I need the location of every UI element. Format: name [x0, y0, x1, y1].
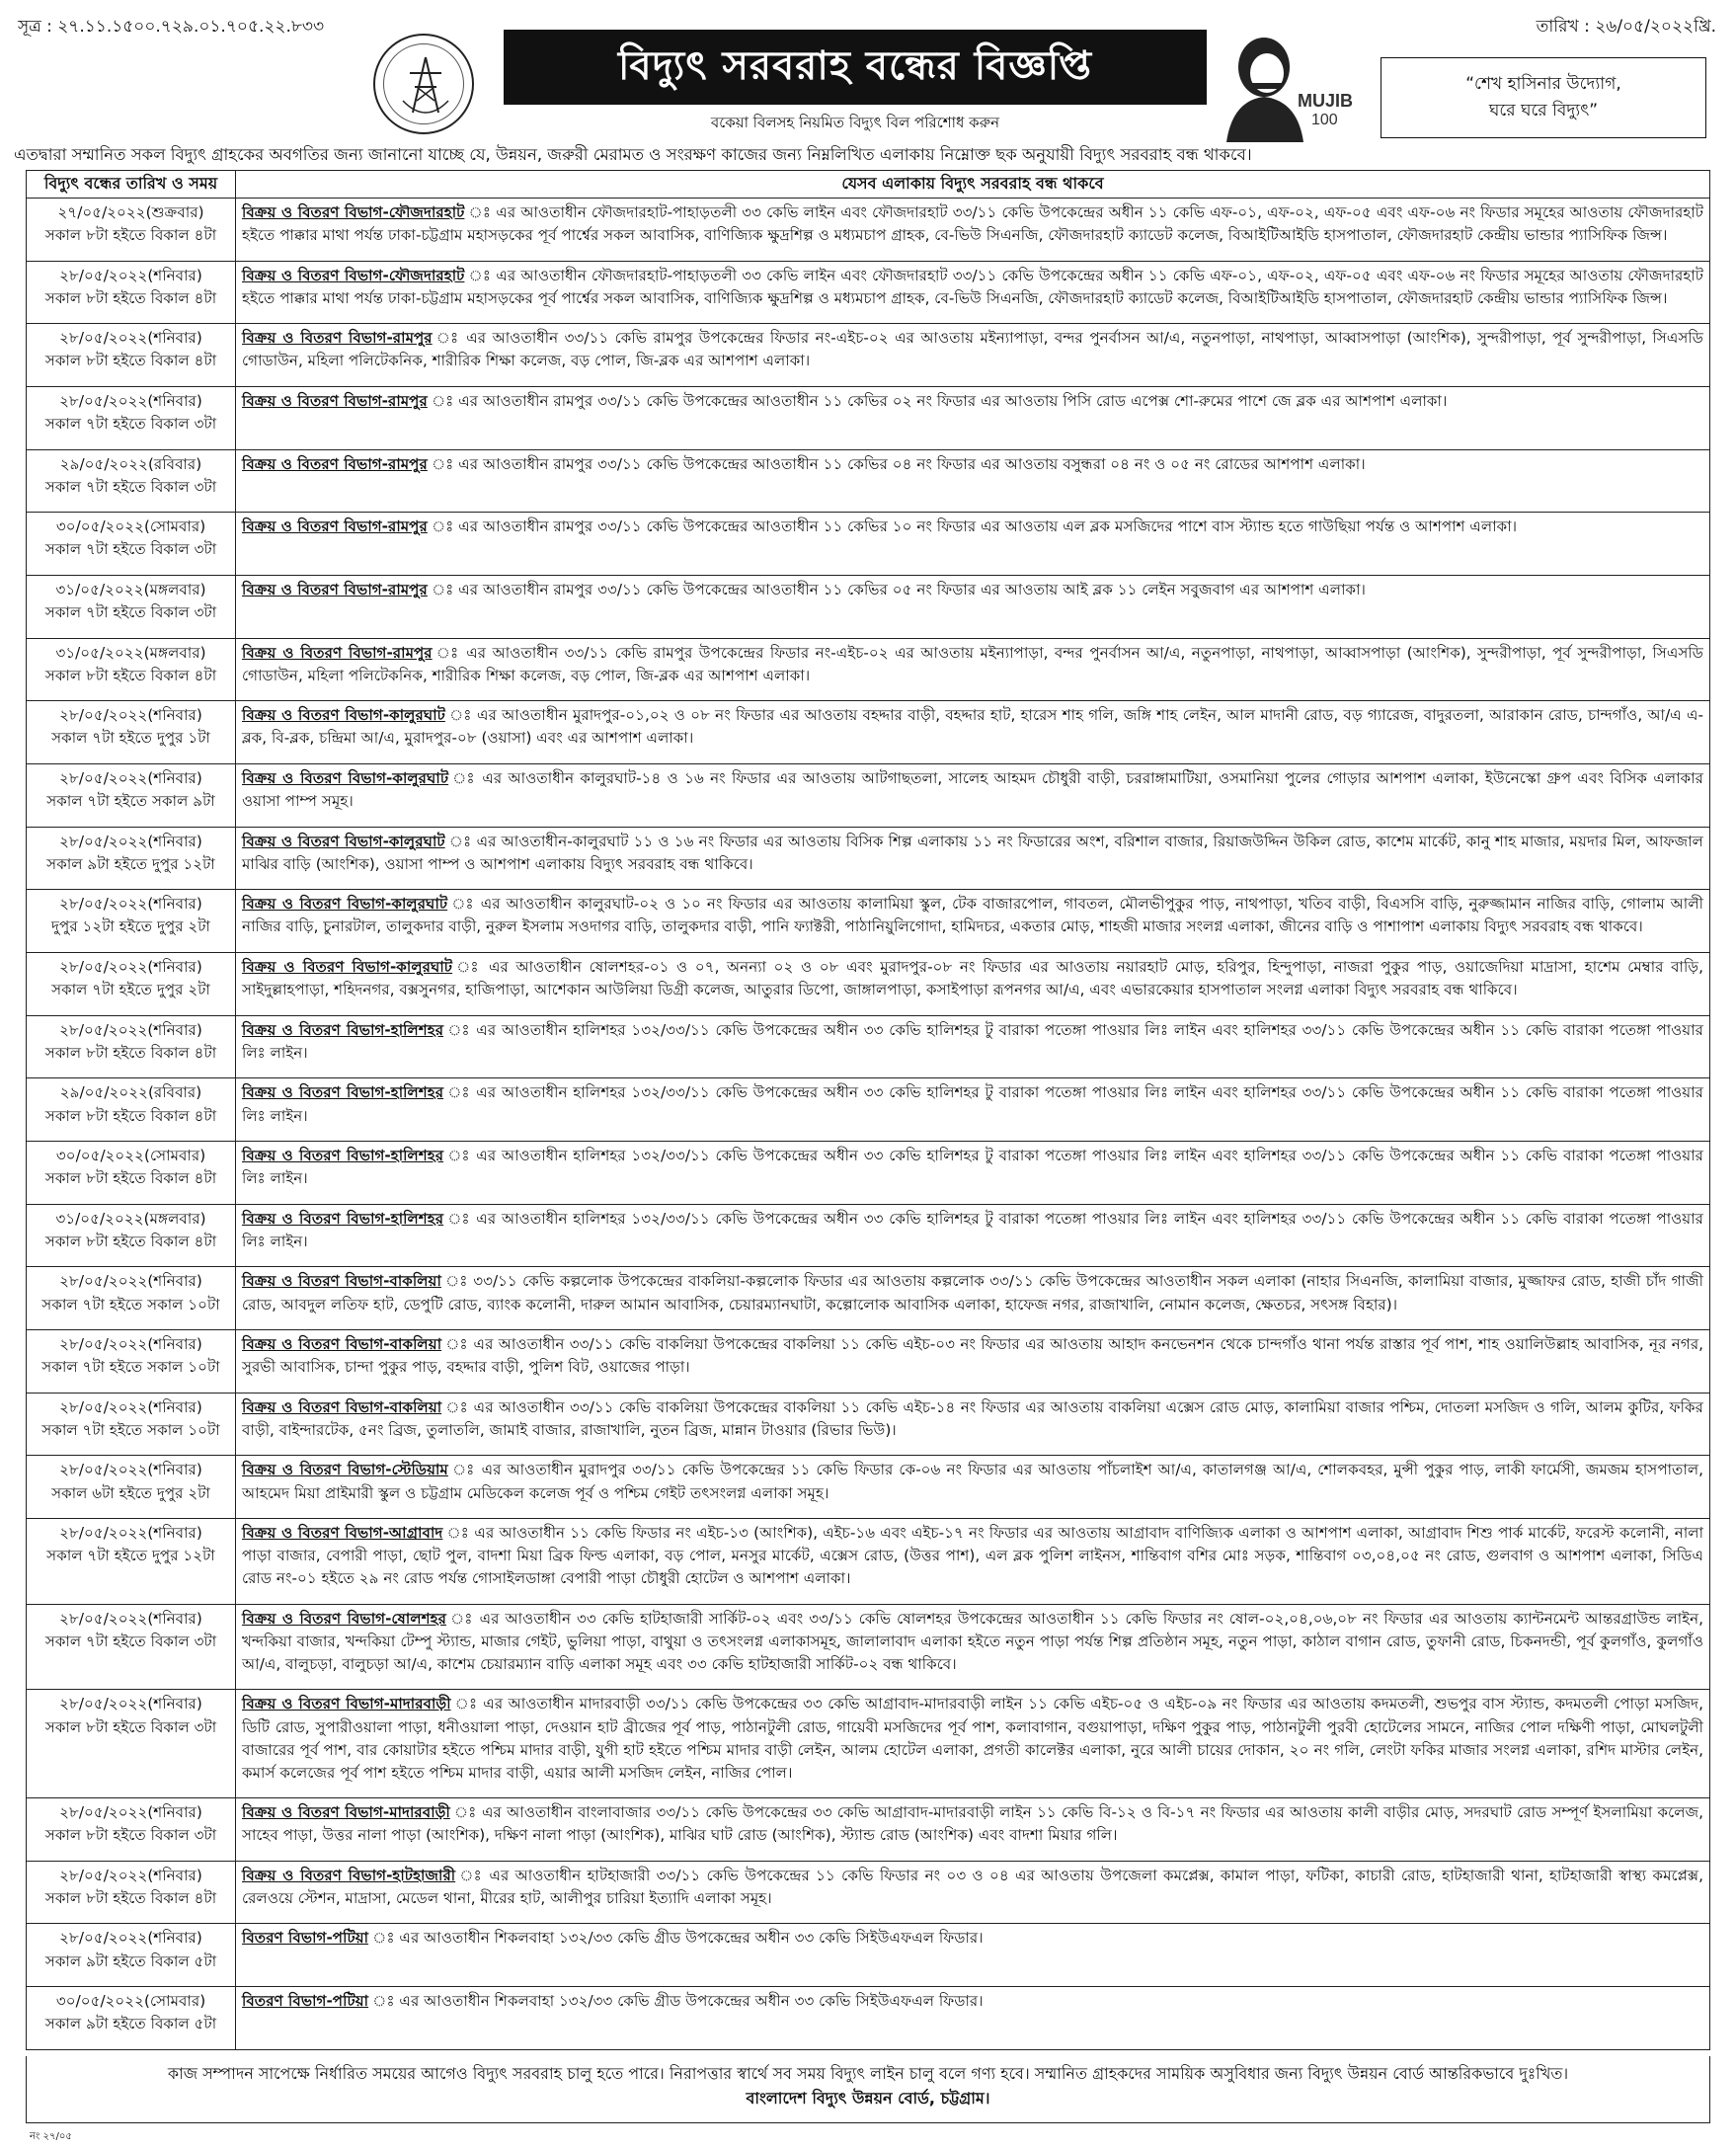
row-description: ঃ এর আওতাধীন কালুরঘাট-১৪ ও ১৬ নং ফিডার এর আওতায় আটগাছতলা, সালেহ আহমদ চৌধুরী বাড়ী, চররাঙ্গামাটিয়া, ওসমানিয়া পুলের গোড়ার আশপাশ এলাকা, ইউনেস্কো গ্রুপ এবং বিসিক এলাকার ওয়াসা পাম্প সমূহ।	[242, 769, 1703, 811]
row-description: ঃ এর আওতাধীন ৩৩/১১ কেভি বাকলিয়া উপকেন্দ্রের বাকলিয়া ১১ কেভি এইচ-১৪ নং ফিডার এর আওতায় বাকলিয়া এক্সেস রোড মোড়, কালামিয়া বাজার পশ্চিম, দোতলা মসজিদ ও গলি, আলম কুটির, ফকির বাড়ী, বাইন্দারটেক, ৫নং ব্রিজ, তুলাতলি, জামাই বাজার, রাজাখালি, নুতন ব্রিজ, মান্নান টাওয়ার (রিভার ভিউ)।	[242, 1397, 1703, 1439]
row-description: ঃ এর আওতাধীন ১১ কেভি ফিডার নং এইচ-১৩ (আংশিক), এইচ-১৬ এবং এইচ-১৭ নং ফিডার এর আওতায় আগ্রাবাদ বাণিজ্যিক এলাকা ও আশপাশ এলাকা, আগ্রাবাদ শিশু পার্ক মার্কেট, ফরেস্ট কলোনী, নালা পাড়া বাজার, বেপারী পাড়া, ছোট পুল, বাদশা মিয়া ব্রিক ফিল্ড এলাকা, বড় পোল, মনসুর মার্কেট, এক্সেস রোড, (উত্তর পাশ), এল ব্লক পুলিশ লাইনস, শান্তিবাগ বশির মোঃ সড়ক, শান্তিবাগ ০৩,০৪,০৫ নং রোড, গুলবাগ ও আশপাশ এলাকা, সিডিএ রোড নং-০১ হইতে ২৯ নং রোড পর্যন্ত গোসাইলডাঙ্গা বেপারী পাড়া চৌধুরী হোটেল ও আশপাশ এলাকা।	[242, 1524, 1704, 1588]
row-description: ঃ এর আওতাধীন কালুরঘাট-০২ ও ১০ নং ফিডার এর আওতায় কালামিয়া স্কুল, টেক বাজারপোল, গাবতল, মৌলভীপুকুর পাড়, নাথপাড়া, খতিব বাড়ী, বিএসসি বাড়ি, নুরুজ্জামান নাজির বাড়ি, গোলাম আলী নাজির বাড়ি, চুনারটাল, তালুকদার বাড়ী, নুরুল ইসলাম সওদাগর বাড়ি, তালুকদার বাড়ী, পানি ফ্যাক্টরী, পাঠানিয়ুলিগোদা, হামিদচর, একতার মোড়, শাহজী মাজার সংলগ্ন এলাকা, জীনের বাড়ি ও পাশাপাশ এলাকায় বিদ্যুৎ সরবরাহ বন্ধ থাকবে।	[242, 895, 1703, 936]
row-division: বিক্রয় ও বিতরণ বিভাগ-বাকলিয়া	[242, 1397, 442, 1416]
row-areas	[236, 1142, 1710, 1205]
table-row	[27, 199, 1710, 262]
row-description: ঃ ৩৩/১১ কেভি কল্পলোক উপকেন্দ্রের বাকলিয়া-কল্পলোক ফিডার এর আওতায় কল্পলোক ৩৩/১১ কেভি উপকেন্দ্রের আওতাধীন সকল এলাকা (নাহার সিএনজি, কালামিয়া বাজার, মুজ্জাফর রোড, হাজী চাঁদ গাজী রোড, আবদুল লতিফ হাট, ডেপুটি রোড, ব্যাংক কলোনী, দারুল আমান আবাসিক, চেয়ারম্যানঘাটা, কল্পোলোক আবাসিক এলাকা, হাফেজ নগর, রাজাখালি, নোমান কলেজ, ক্ষেতচর, সৎসঙ্গ বিহার)।	[242, 1272, 1703, 1314]
table-row	[27, 1861, 1710, 1924]
row-areas	[236, 890, 1710, 953]
row-description: ঃ এর আওতাধীন রামপুর ৩৩/১১ কেভি উপকেন্দ্রের আওতাধীন ১১ কেভির ১০ নং ফিডার এর আওতায় এল ব্লক মসজিদের পাশে বাস স্ট্যান্ড হতে গাউছিয়া পর্যন্ত ও আশপাশ এলাকা।	[427, 518, 1518, 536]
row-division: বিক্রয় ও বিতরণ বিভাগ-ফৌজদারহাট	[242, 266, 465, 284]
bpdb-logo	[373, 34, 474, 134]
row-date-time	[27, 1393, 236, 1456]
row-date-time	[27, 638, 236, 701]
row-date: ২৮/০৫/২০২২(শনিবার)	[59, 1803, 202, 1822]
row-areas	[236, 1393, 1710, 1456]
row-date-time	[27, 513, 236, 576]
svg-text:MUJIB: MUJIB	[1298, 91, 1354, 111]
row-date: ২৯/০৫/২০২২(রবিবার)	[59, 1083, 202, 1102]
table-row	[27, 1142, 1710, 1205]
row-areas	[236, 199, 1710, 262]
row-date-time	[27, 827, 236, 890]
row-time: সকাল ৭টা হইতে সকাল ১০টা	[41, 1295, 220, 1314]
row-division: বিক্রয় ও বিতরণ বিভাগ-রামপুর	[242, 454, 428, 473]
row-division: বিক্রয় ও বিতরণ বিভাগ-রামপুর	[242, 392, 428, 411]
row-areas	[236, 1798, 1710, 1862]
row-date: ৩১/০৫/২০২২(মঙ্গলবার)	[55, 1209, 206, 1228]
row-areas	[236, 387, 1710, 450]
table-row	[27, 1393, 1710, 1456]
row-time: সকাল ৮টা হইতে বিকাল ৪টা	[44, 226, 217, 245]
row-time: সকাল ৮টা হইতে বিকাল ৩টা	[44, 1717, 217, 1736]
row-date: ২৮/০৫/২০২২(শনিবার)	[59, 1020, 202, 1039]
table-row	[27, 1690, 1710, 1798]
row-date: ২৮/০৫/২০২২(শনিবার)	[59, 1272, 202, 1291]
row-date: ৩০/০৫/২০২২(সোমবার)	[55, 1147, 206, 1165]
row-time: সকাল ৮টা হইতে বিকাল ৪টা	[44, 1232, 217, 1250]
row-time: দুপুর ১২টা হইতে দুপুর ২টা	[51, 917, 210, 936]
row-date: ২৮/০৫/২০২২(শনিবার)	[59, 392, 202, 411]
row-time: সকাল ৮টা হইতে বিকাল ৪টা	[44, 288, 217, 307]
row-description: ঃ এর আওতাধীন ৩৩/১১ কেভি রামপুর উপকেন্দ্রের ফিডার নং-এইচ-০২ এর আওতায় মইন্যাপাড়া, বন্দর পুনর্বাসন আ/এ, নতুনপাড়া, নাথপাড়া, আব্বাসপাড়া (আংশিক), সুন্দরীপাড়া, পূর্ব সুন্দরীপাড়া, সিএসডি গোডাউন, মহিলা পলিটেকনিক, শারীরিক শিক্ষা কলেজ, বড় পোল, জি-ব্লক এর আশপাশ এলাকা।	[242, 329, 1703, 370]
row-description: ঃ এর আওতাধীন মাদারবাড়ী ৩৩/১১ কেভি উপকেন্দ্রের ৩৩ কেভি আগ্রাবাদ-মাদারবাড়ী লাইন ১১ কেভি এইচ-০৫ ও এইচ-০৯ নং ফিডার এর আওতায় কদমতলী, শুভপুর বাস স্ট্যান্ড, কদমতলী পোড়া মসজিদ, ডিটি রোড, সুপারীওয়ালা পাড়া, ধনীওয়ালা পাড়া, দেওয়ান হাট ব্রীজের পূর্ব পাড়, পাঠানটুলী রোড, গায়েবী মসজিদের পূর্ব পাশ, কলাবাগান, বগুয়াপাড়া, দক্ষিণ পুকুর পাড়, পাঠানটুলী পুরবী হোটেলের সামনে, নাজির পোল দক্ষিণী পাড়া, মোঘলটুলী বাজারের পূর্ব পাশ, বার কোয়াটার হইতে পশ্চিম মাদার বাড়ী, যুগী হাট হইতে পশ্চিম মাদার বাড়ী লেইন, আলম হোটেল এলাকা, প্রগতী কালেক্টর এলাকা, নুরে আলী চায়ের দোকান, ২০ নং গলি, লেংটা ফকির মাজার সংলগ্ন এলাকা, রশিদ মাস্টার লেইন, কমার্স কলেজের পূর্ব পাশ হইতে পশ্চিম মাদার বাড়ী, এয়ার আলী মসজিদ লেইন, নাজির পোল।	[242, 1695, 1703, 1782]
row-time: সকাল ৯টা হইতে বিকাল ৫টা	[44, 2015, 217, 2033]
row-date-time	[27, 1015, 236, 1078]
row-time: সকাল ৬টা হইতে দুপুর ২টা	[51, 1483, 210, 1502]
row-time: সকাল ৭টা হইতে সকাল ১০টা	[41, 1420, 220, 1439]
row-division: বিক্রয় ও বিতরণ বিভাগ-স্টেডিয়াম	[242, 1461, 448, 1479]
schedule-table	[26, 170, 1710, 2050]
row-date-time	[27, 1078, 236, 1142]
row-division: বিক্রয় ও বিতরণ বিভাগ-বাকলিয়া	[242, 1335, 442, 1354]
row-description: ঃ এর আওতাধীন শিকলবাহা ১৩২/৩৩ কেভি গ্রীড উপকেন্দ্রের অধীন ৩৩ কেভি সিইউএফএল ফিডার।	[368, 1992, 984, 2011]
table-row	[27, 701, 1710, 764]
row-description: ঃ এর আওতাধীন ষোলশহর-০১ ও ০৭, অনন্যা ০২ ও ০৮ এবং মুরাদপুর-০৮ নং ফিডার এর আওতায় নয়ারহাট মোড়, হরিপুর, হিন্দুপাড়া, নাজরা পুকুর পাড়, ওয়াজেদিয়া মাদ্রাসা, হাশেম মেম্বার বাড়ি, সাইদুল্লাহপাড়া, শহিদনগর, বক্সসুনগর, হাজিপাড়া, আশেকান আউলিয়া ডিগ্রী কলেজ, আতুরার ডিপো, জাঙ্গালপাড়া, কসাইপাড়া রূপনগর আ/এ, এবং এভারকেয়ার হাসপাতাল সংলগ্ন এলাকা বিদ্যুৎ সরবরাহ বন্ধ থাকিবে।	[242, 958, 1703, 999]
row-areas	[236, 1604, 1710, 1690]
row-areas	[236, 1690, 1710, 1798]
row-areas	[236, 638, 1710, 701]
row-areas	[236, 1015, 1710, 1078]
table-row	[27, 1204, 1710, 1267]
row-division: বিক্রয় ও বিতরণ বিভাগ-কালুরঘাট	[242, 832, 445, 850]
row-areas	[236, 1987, 1710, 2050]
notice-subtitle: বকেয়া বিলসহ নিয়মিত বিদ্যুৎ বিল পরিশোধ করুন	[710, 114, 1000, 131]
row-areas	[236, 1078, 1710, 1142]
row-date-time	[27, 1987, 236, 2050]
table-row	[27, 1078, 1710, 1142]
row-date: ৩০/০৫/২০২২(সোমবার)	[55, 1992, 206, 2011]
table-row	[27, 638, 1710, 701]
row-date: ২৮/০৫/২০২২(শনিবার)	[59, 1335, 202, 1354]
row-date-time	[27, 701, 236, 764]
row-time: সকাল ৭টা হইতে সকাল ৯টা	[46, 792, 215, 811]
row-date: ২৮/০৫/২০২২(শনিবার)	[59, 1397, 202, 1416]
row-time: সকাল ৭টা হইতে সকাল ১০টা	[41, 1358, 220, 1377]
table-row	[27, 1519, 1710, 1605]
table-row	[27, 953, 1710, 1016]
row-date: ২৮/০৫/২০২২(শনিবার)	[59, 1524, 202, 1543]
table-row	[27, 1456, 1710, 1519]
row-date-time	[27, 1690, 236, 1798]
row-areas	[236, 513, 1710, 576]
row-date-time	[27, 1204, 236, 1267]
notice-title: বিদ্যুৎ সরবরাহ বন্ধের বিজ্ঞপ্তি	[504, 30, 1207, 105]
table-row	[27, 261, 1710, 324]
table-row	[27, 890, 1710, 953]
row-time: সকাল ৯টা হইতে দুপুর ১২টা	[46, 854, 215, 873]
row-date-time	[27, 1861, 236, 1924]
row-division: বিক্রয় ও বিতরণ বিভাগ-মাদারবাড়ী	[242, 1803, 450, 1822]
row-time: সকাল ৮টা হইতে বিকাল ৩টা	[44, 1826, 217, 1845]
row-description: ঃ এর আওতাধীন হালিশহর ১৩২/৩৩/১১ কেভি উপকেন্দ্রের অধীন ৩৩ কেভি হালিশহর টু বারাকা পতেঙ্গা পাওয়ার লিঃ লাইন এবং হালিশহর ৩৩/১১ কেভি উপকেন্দ্রের অধীন ১১ কেভি বারাকা পতেঙ্গা পাওয়ার লিঃ লাইন।	[242, 1020, 1704, 1062]
row-description: ঃ এর আওতাধীন মুরাদপুর ৩৩/১১ কেভি উপকেন্দ্রের ১১ কেভি ফিডার কে-০৬ নং ফিডার এর আওতায় পাঁচলাইশ আ/এ, কাতালগঞ্জ আ/এ, শোলকবহর, মুন্সী পুকুর পাড়, লাকী ফার্মেসী, জমজম হাসপাতাল, আহমেদ মিয়া প্রাইমারী স্কুল ও চট্টগ্রাম মেডিকেল কলেজ পূর্ব ও পশ্চিম গেইট তৎসংলগ্ন এলাকা সমূহ।	[242, 1461, 1703, 1502]
row-division: বিক্রয় ও বিতরণ বিভাগ-মাদারবাড়ী	[242, 1695, 451, 1713]
footer	[26, 2056, 1710, 2123]
row-time: সকাল ৭টা হইতে দুপুর ১২টা	[46, 1547, 215, 1565]
row-date: ২৮/০৫/২০২২(শনিবার)	[59, 958, 202, 977]
row-division: বিক্রয় ও বিতরণ বিভাগ-কালুরঘাট	[242, 706, 445, 725]
row-division: বিক্রয় ও বিতরণ বিভাগ-রামপুর	[242, 518, 428, 536]
row-date-time	[27, 1604, 236, 1690]
table-row	[27, 1604, 1710, 1690]
footer-organization: বাংলাদেশ বিদ্যুৎ উন্নয়ন বোর্ড, চট্টগ্রাম।	[746, 2088, 990, 2108]
row-description: ঃ এর আওতাধীন হালিশহর ১৩২/৩৩/১১ কেভি উপকেন্দ্রের অধীন ৩৩ কেভি হালিশহর টু বারাকা পতেঙ্গা পাওয়ার লিঃ লাইন এবং হালিশহর ৩৩/১১ কেভি উপকেন্দ্রের অধীন ১১ কেভি বারাকা পতেঙ্গা পাওয়ার লিঃ লাইন।	[242, 1083, 1704, 1125]
row-time: সকাল ৭টা হইতে বিকাল ৩টা	[44, 1632, 217, 1650]
row-areas	[236, 1330, 1710, 1394]
row-date: ২৮/০৫/২০২২(শনিবার)	[59, 895, 202, 914]
row-description: ঃ এর আওতাধীন ফৌজদারহাট-পাহাড়তলী ৩৩ কেভি লাইন এবং ফৌজদারহাট ৩৩/১১ কেভি উপকেন্দ্রের অধীন ১১ কেভি এফ-০১, এফ-০২, এফ-০৫ এবং এফ-০৬ নং ফিডার সমূহের আওতায় ফৌজদারহাট হইতে পাক্কার মাথা পর্যন্ত ঢাকা-চট্টগ্রাম মহাসড়কের পূর্ব পার্শ্বের সকল আবাসিক, বাণিজ্যিক ক্ষুদ্রশিল্প ও মধ্যমচাপ গ্রাহক, বে-ভিউ সিএনজি, ফৌজদারহাট ক্যাডেট কলেজ, বিআইটিআইডি হাসপাতাল, ফৌজদারহাট কেন্দ্রীয় ভান্ডার প্যাসিফিক জিন্স।	[242, 203, 1703, 245]
row-division: বিক্রয় ও বিতরণ বিভাগ-কালুরঘাট	[242, 895, 448, 914]
row-areas	[236, 576, 1710, 639]
row-date-time	[27, 1456, 236, 1519]
row-time: সকাল ৮টা হইতে বিকাল ৪টা	[44, 666, 217, 684]
row-date: ২৮/০৫/২০২২(শনিবার)	[59, 329, 202, 348]
row-date-time	[27, 1798, 236, 1862]
row-date: ২৮/০৫/২০২২(শনিবার)	[59, 1695, 202, 1713]
row-division: বিক্রয় ও বিতরণ বিভাগ-হালিশহর	[242, 1209, 444, 1228]
row-division: বিক্রয় ও বিতরণ বিভাগ-কালুরঘাট	[242, 958, 453, 977]
row-date: ২৮/০৫/২০২২(শনিবার)	[59, 1929, 202, 1948]
table-row	[27, 1924, 1710, 1987]
row-division: বিক্রয় ও বিতরণ বিভাগ-আগ্রাবাদ	[242, 1524, 443, 1543]
portrait-icon	[1213, 28, 1359, 142]
row-date-time	[27, 387, 236, 450]
row-division: বিক্রয় ও বিতরণ বিভাগ-হালিশহর	[242, 1020, 444, 1039]
row-date: ২৯/০৫/২০২২(রবিবার)	[59, 454, 202, 473]
row-date-time	[27, 1519, 236, 1605]
row-areas	[236, 449, 1710, 513]
row-time: সকাল ৮টা হইতে বিকাল ৪টা	[44, 1106, 217, 1125]
row-date: ২৮/০৫/২০২২(শনিবার)	[59, 832, 202, 850]
row-date: ২৮/০৫/২০২২(শনিবার)	[59, 769, 202, 788]
row-date-time	[27, 953, 236, 1016]
row-description: ঃ এর আওতাধীন হাটহাজারী ৩৩/১১ কেভি উপকেন্দ্রের ১১ কেভি ফিডার নং ০৩ ও ০৪ এর আওতায় উপজেলা কমপ্লেক্স, কামাল পাড়া, ফটিকা, কাচারী রোড, হাটহাজারী থানা, হাটহাজারী স্বাস্থ্য কমপ্লেক্স, রেলওয়ে স্টেশন, মাদ্রাসা, মেডেল থানা, মীরের হাট, আলীপুর চারিয়া ইত্যাদি এলাকা সমূহ।	[242, 1866, 1703, 1907]
intro-text: এতদ্বারা সম্মানিত সকল বিদ্যুৎ গ্রাহকের অবগতির জন্য জানানো যাচ্ছে যে, উন্নয়ন, জরুরী মেরামত ও সংরক্ষণ কাজের জন্য নিম্নলিখিত এলাকায় নিম্নোক্ত ছক অনুযায়ী বিদ্যুৎ সরবরাহ বন্ধ থাকবে।	[14, 145, 1252, 164]
table-row	[27, 1267, 1710, 1330]
row-date-time	[27, 764, 236, 828]
row-description: ঃ এর আওতাধীন রামপুর ৩৩/১১ কেভি উপকেন্দ্রের আওতাধীন ১১ কেভির ০৪ নং ফিডার এর আওতায় বসুন্ধরা ০৪ নং ও ০৫ নং রোডের আশপাশ এলাকা।	[427, 454, 1366, 473]
svg-text:100: 100	[1311, 112, 1338, 128]
slogan-line1: “শেখ হাসিনার উদ্যোগ,	[1465, 73, 1621, 94]
row-date: ৩১/০৫/২০২২(মঙ্গলবার)	[55, 643, 206, 662]
col-header-date-time: বিদ্যুৎ বন্ধের তারিখ ও সময়	[27, 171, 236, 199]
table-row	[27, 1330, 1710, 1394]
row-description: ঃ এর আওতাধীন মুরাদপুর-০১,০২ ও ০৮ নং ফিডার এর আওতায় বহদ্দার বাড়ী, বহদ্দার হাট, হারেস শাহ গলি, জঙ্গি শাহ লেইন, আল মাদানী রোড, বড় গ্যারেজ, বাদুরতলা, আরাকান রোড, চান্দগাঁও, আ/এ এ-ব্লক, বি-ব্লক, চন্দ্রিমা আ/এ, মুরাদপুর-০৮ (ওয়াসা) এবং এর আশপাশ এলাকা।	[242, 706, 1703, 748]
mujib100-logo	[1213, 28, 1359, 142]
row-date: ৩১/০৫/২০২২(মঙ্গলবার)	[55, 581, 206, 599]
row-description: ঃ এর আওতাধীন-কালুরঘাট ১১ ও ১৬ নং ফিডার এর আওতায় বিসিক শিল্প এলাকায় ১১ নং ফিডারের অংশ, বরিশাল বাজার, রিয়াজউদ্দিন উকিল রোড, কাশেম মার্কেট, কানু শাহ মাজার, ময়দার মিল, আফজাল মাঝির বাড়ি (আংশিক), ওয়াসা পাম্প ও আশপাশ এলাকায় বিদ্যুৎ সরবরাহ বন্ধ থাকিবে।	[242, 832, 1703, 873]
notice-date: তারিখ : ২৬/০৫/২০২২খ্রি.	[1536, 17, 1716, 37]
row-time: সকাল ৯টা হইতে বিকাল ৫টা	[44, 1951, 217, 1970]
row-time: সকাল ৭টা হইতে দুপুর ২টা	[51, 981, 210, 999]
row-division: বিক্রয় ও বিতরণ বিভাগ-ফৌজদারহাট	[242, 203, 465, 221]
reference-number: সূত্র : ২৭.১১.১৫০০.৭২৯.০১.৭০৫.২২.৮৩৩	[18, 17, 325, 37]
row-description: ঃ এর আওতাধীন ৩৩/১১ কেভি রামপুর উপকেন্দ্রের ফিডার নং-এইচ-০২ এর আওতায় মইন্যাপাড়া, বন্দর পুনর্বাসন আ/এ, নতুনপাড়া, নাথপাড়া, আব্বাসপাড়া (আংশিক), সুন্দরীপাড়া, পূর্ব সুন্দরীপাড়া, সিএসডি গোডাউন, মহিলা পলিটেকনিক, শারীরিক শিক্ষা কলেজ, বড় পোল, জি-ব্লক এর আশপাশ এলাকা।	[242, 643, 1703, 684]
row-time: সকাল ৮টা হইতে বিকাল ৪টা	[44, 352, 217, 370]
row-date: ২৭/০৫/২০২২(শুক্রবার)	[57, 203, 204, 221]
row-description: ঃ এর আওতাধীন হালিশহর ১৩২/৩৩/১১ কেভি উপকেন্দ্রের অধীন ৩৩ কেভি হালিশহর টু বারাকা পতেঙ্গা পাওয়ার লিঃ লাইন এবং হালিশহর ৩৩/১১ কেভি উপকেন্দ্রের অধীন ১১ কেভি বারাকা পতেঙ্গা পাওয়ার লিঃ লাইন।	[242, 1209, 1704, 1250]
row-areas	[236, 1519, 1710, 1605]
row-division: বিক্রয় ও বিতরণ বিভাগ-রামপুর	[242, 329, 433, 348]
row-description: ঃ এর আওতাধীন রামপুর ৩৩/১১ কেভি উপকেন্দ্রের আওতাধীন ১১ কেভির ০২ নং ফিডার এর আওতায় পিসি রোড এপেক্স শো-রুমের পাশে জে ব্লক এর আশপাশ এলাকা।	[427, 392, 1448, 411]
slogan-box	[1381, 57, 1706, 138]
row-division: বিতরণ বিভাগ-পটিয়া	[242, 1992, 369, 2011]
row-date-time	[27, 199, 236, 262]
row-time: সকাল ৮টা হইতে বিকাল ৪টা	[44, 1169, 217, 1188]
row-areas	[236, 764, 1710, 828]
slogan-line2: ঘরে ঘরে বিদ্যুৎ”	[1488, 101, 1599, 120]
row-time: সকাল ৭টা হইতে দুপুর ১টা	[51, 729, 210, 748]
row-date-time	[27, 1330, 236, 1394]
table-row	[27, 449, 1710, 513]
table-row	[27, 576, 1710, 639]
row-division: বিক্রয় ও বিতরণ বিভাগ-হালিশহর	[242, 1147, 444, 1165]
table-row	[27, 764, 1710, 828]
row-time: সকাল ৭টা হইতে বিকাল ৩টা	[44, 415, 217, 434]
row-division: বিক্রয় ও বিতরণ বিভাগ-কালুরঘাট	[242, 769, 449, 788]
row-areas	[236, 701, 1710, 764]
table-row	[27, 827, 1710, 890]
row-time: সকাল ৭টা হইতে বিকাল ৩টা	[44, 477, 217, 496]
row-date-time	[27, 1924, 236, 1987]
table-row	[27, 1015, 1710, 1078]
row-areas	[236, 1456, 1710, 1519]
row-areas	[236, 1861, 1710, 1924]
notice-code: নং ২৭/০৫	[30, 2131, 72, 2142]
row-areas	[236, 827, 1710, 890]
table-row	[27, 324, 1710, 387]
row-division: বিক্রয় ও বিতরণ বিভাগ-রামপুর	[242, 581, 428, 599]
bpdb-logo-icon	[375, 36, 476, 136]
row-date: ৩০/০৫/২০২২(সোমবার)	[55, 518, 206, 536]
col-header-areas: যেসব এলাকায় বিদ্যুৎ সরবরাহ বন্ধ থাকবে	[236, 171, 1710, 199]
row-date: ২৮/০৫/২০২২(শনিবার)	[59, 1609, 202, 1628]
row-date: ২৮/০৫/২০২২(শনিবার)	[59, 1461, 202, 1479]
row-division: বিতরণ বিভাগ-পটিয়া	[242, 1929, 369, 1948]
row-date-time	[27, 1142, 236, 1205]
row-areas	[236, 1924, 1710, 1987]
row-time: সকাল ৮টা হইতে বিকাল ৪টা	[44, 1888, 217, 1907]
row-time: সকাল ৭টা হইতে বিকাল ৩টা	[44, 540, 217, 559]
footer-note: কাজ সম্পাদন সাপেক্ষে নির্ধারিত সময়ের আগেও বিদ্যুৎ সরবরাহ চালু হতে পারে। নিরাপত্তার স্বার্থে সব সময় বিদ্যুৎ লাইন চালু বলে গণ্য হবে। সম্মানিত গ্রাহকদের সাময়িক অসুবিধার জন্য বিদ্যুৎ উন্নয়ন বোর্ড আন্তরিকভাবে দুঃখিত।	[167, 2064, 1569, 2083]
row-date: ২৮/০৫/২০২২(শনিবার)	[59, 266, 202, 284]
row-division: বিক্রয় ও বিতরণ বিভাগ-রামপুর	[242, 643, 433, 662]
table-row	[27, 513, 1710, 576]
row-date-time	[27, 324, 236, 387]
row-areas	[236, 324, 1710, 387]
row-division: বিক্রয় ও বিতরণ বিভাগ-হাটহাজারী	[242, 1866, 456, 1884]
row-description: ঃ এর আওতাধীন বাংলাবাজার ৩৩/১১ কেভি উপকেন্দ্রের ৩৩ কেভি আগ্রাবাদ-মাদারবাড়ী লাইন ১১ কেভি বি-১২ ও বি-১৭ নং ফিডার এর আওতায় কালী বাড়ীর মোড়, সদরঘাট রোড সম্পূর্ণ ইসলামিয়া কলেজ, সাহেব পাড়া, উত্তর নালা পাড়া (আংশিক), দক্ষিণ নালা পাড়া (আংশিক), মাঝির ঘাট রোড (আংশিক), স্ট্যান্ড রোড (আংশিক) এবং বাদশা মিয়ার গলি।	[242, 1803, 1703, 1845]
row-description: ঃ এর আওতাধীন হালিশহর ১৩২/৩৩/১১ কেভি উপকেন্দ্রের অধীন ৩৩ কেভি হালিশহর টু বারাকা পতেঙ্গা পাওয়ার লিঃ লাইন এবং হালিশহর ৩৩/১১ কেভি উপকেন্দ্রের অধীন ১১ কেভি বারাকা পতেঙ্গা পাওয়ার লিঃ লাইন।	[242, 1147, 1704, 1188]
row-time: সকাল ৭টা হইতে বিকাল ৩টা	[44, 603, 217, 622]
row-description: ঃ এর আওতাধীন শিকলবাহা ১৩২/৩৩ কেভি গ্রীড উপকেন্দ্রের অধীন ৩৩ কেভি সিইউএফএল ফিডার।	[368, 1929, 984, 1948]
row-description: ঃ এর আওতাধীন ৩৩ কেভি হাটহাজারী সার্কিট-০২ এবং ৩৩/১১ কেভি ষোলশহর উপকেন্দ্রের আওতাধীন ১১ কেভি ফিডার নং ষোল-০২,০৪,০৬,০৮ নং ফিডার এর আওতায় ক্যান্টনমেন্ট আন্তরগ্রাউন্ড লাইন, খন্দকিয়া বাজার, খন্দকিয়া টেম্পু স্ট্যান্ড, মাজার গেইট, ভুলিয়া পাড়া, বাথুয়া ও তৎসংলগ্ন এলাকাসমূহ, জালালাবাদ এলাকা হইতে নতুন পাড়া পর্যন্ত শিল্প প্রতিষ্ঠান সমূহ, নতুন পাড়া, কাঠাল বাগান রোড, তুফানী রোড, চিকনদন্ডী, পূর্ব কুলগাঁও, কুলগাঁও আ/এ, বালুচড়া, বালুচড়া আ/এ, কাশেম চেয়ারম্যান বাড়ি এলাকা সমূহ এবং ৩৩ কেভি হাটহাজারী সার্কিট-০২ বন্ধ থাকিবে।	[242, 1609, 1703, 1673]
row-date-time	[27, 890, 236, 953]
row-areas	[236, 261, 1710, 324]
table-header-row	[27, 171, 1710, 199]
table-row	[27, 387, 1710, 450]
row-date: ২৮/০৫/২০২২(শনিবার)	[59, 706, 202, 725]
row-description: ঃ এর আওতাধীন রামপুর ৩৩/১১ কেভি উপকেন্দ্রের আওতাধীন ১১ কেভির ০৫ নং ফিডার এর আওতায় আই ব্লক ১১ লেইন সবুজবাগ এর আশপাশ এলাকা।	[427, 581, 1366, 599]
table-row	[27, 1987, 1710, 2050]
row-division: বিক্রয় ও বিতরণ বিভাগ-হালিশহর	[242, 1083, 444, 1102]
row-areas	[236, 953, 1710, 1016]
table-row	[27, 1798, 1710, 1862]
row-date-time	[27, 576, 236, 639]
row-areas	[236, 1204, 1710, 1267]
row-description: ঃ এর আওতাধীন ফৌজদারহাট-পাহাড়তলী ৩৩ কেভি লাইন এবং ফৌজদারহাট ৩৩/১১ কেভি উপকেন্দ্রের অধীন ১১ কেভি এফ-০১, এফ-০২, এফ-০৫ এবং এফ-০৬ নং ফিডার সমূহের আওতায় ফৌজদারহাট হইতে পাক্কার মাথা পর্যন্ত ঢাকা-চট্টগ্রাম মহাসড়কের পূর্ব পার্শ্বের সকল আবাসিক, বাণিজ্যিক ক্ষুদ্রশিল্প ও মধ্যমচাপ গ্রাহক, বে-ভিউ সিএনজি, ফৌজদারহাট ক্যাডেট কলেজ, বিআইটিআইডি হাসপাতাল, ফৌজদারহাট কেন্দ্রীয় ভান্ডার প্যাসিফিক জিন্স।	[242, 266, 1703, 307]
row-areas	[236, 1267, 1710, 1330]
row-division: বিক্রয় ও বিতরণ বিভাগ-ষোলশহর	[242, 1609, 446, 1628]
row-date: ২৮/০৫/২০২২(শনিবার)	[59, 1866, 202, 1884]
row-division: বিক্রয় ও বিতরণ বিভাগ-বাকলিয়া	[242, 1272, 441, 1291]
row-date-time	[27, 449, 236, 513]
row-description: ঃ এর আওতাধীন ৩৩/১১ কেভি বাকলিয়া উপকেন্দ্রের বাকলিয়া ১১ কেভি এইচ-০৩ নং ফিডার এর আওতায় আহাদ কনভেনশন থেকে চান্দগাঁও থানা পর্যন্ত রাস্তার পূর্ব পাশ, শাহ ওয়ালিউল্লাহ আবাসিক, নূর নগর, সুরভী আবাসিক, চান্দা পুকুর পাড়, বহদ্দার বাড়ী, পুলিশ বিট, ওয়াজের পাড়া।	[242, 1335, 1703, 1377]
row-time: সকাল ৮টা হইতে বিকাল ৪টা	[44, 1043, 217, 1062]
row-date-time	[27, 1267, 236, 1330]
row-date-time	[27, 261, 236, 324]
